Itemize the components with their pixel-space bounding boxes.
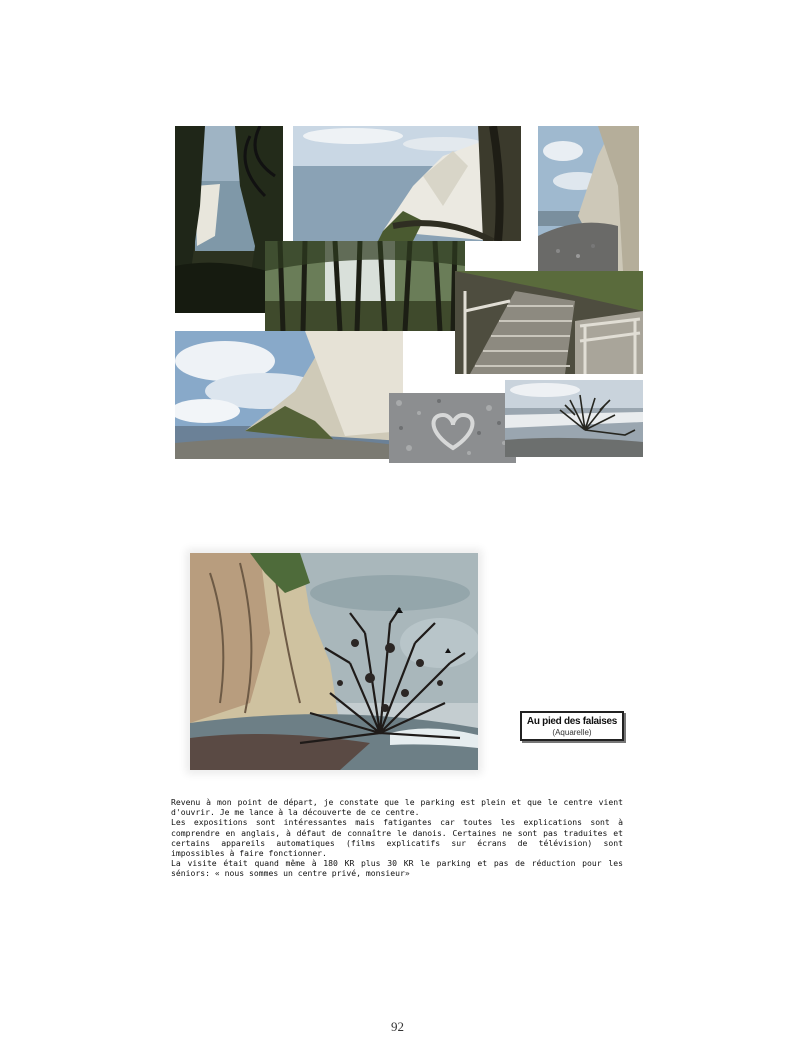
cliff-shore-clouds-photo (175, 331, 403, 459)
page-number: 92 (391, 1019, 404, 1034)
fallen-tree-water-photo (505, 380, 643, 457)
caption-title: Au pied des falaises (526, 716, 618, 727)
watercolor-cliff-painting (190, 553, 478, 770)
paragraph: La visite était quand même à 180 KR plus 30 KR le parking et pas de réduction pour les séniors: « nous sommes un centre privé, monsieur» (171, 858, 623, 879)
caption-box (520, 711, 624, 741)
white-cliff-sea-photo (293, 126, 521, 241)
pebble-heart-photo (389, 393, 516, 463)
paragraph: Les expositions sont intéressantes mais fatigantes car toutes les explications sont à comprendre en anglais, à défaut de connaître le danois. Certaines ne sont pas traduites et certains appareils automatiques (films explicatifs sur écrans de télévision) sont impossibles à faire fonctionner. (171, 817, 623, 859)
wooden-stairs-photo (455, 271, 643, 374)
forest-trees-photo (265, 241, 465, 331)
body-text (171, 797, 623, 879)
caption-subtitle: (Aquarelle) (552, 728, 592, 737)
paragraph: Revenu à mon point de départ, je constate que le parking est plein et que le centre vient d'ouvrir. Je me lance à la découverte de ce centre. (171, 797, 623, 818)
cliff-beach-pebbles-photo (538, 126, 639, 271)
